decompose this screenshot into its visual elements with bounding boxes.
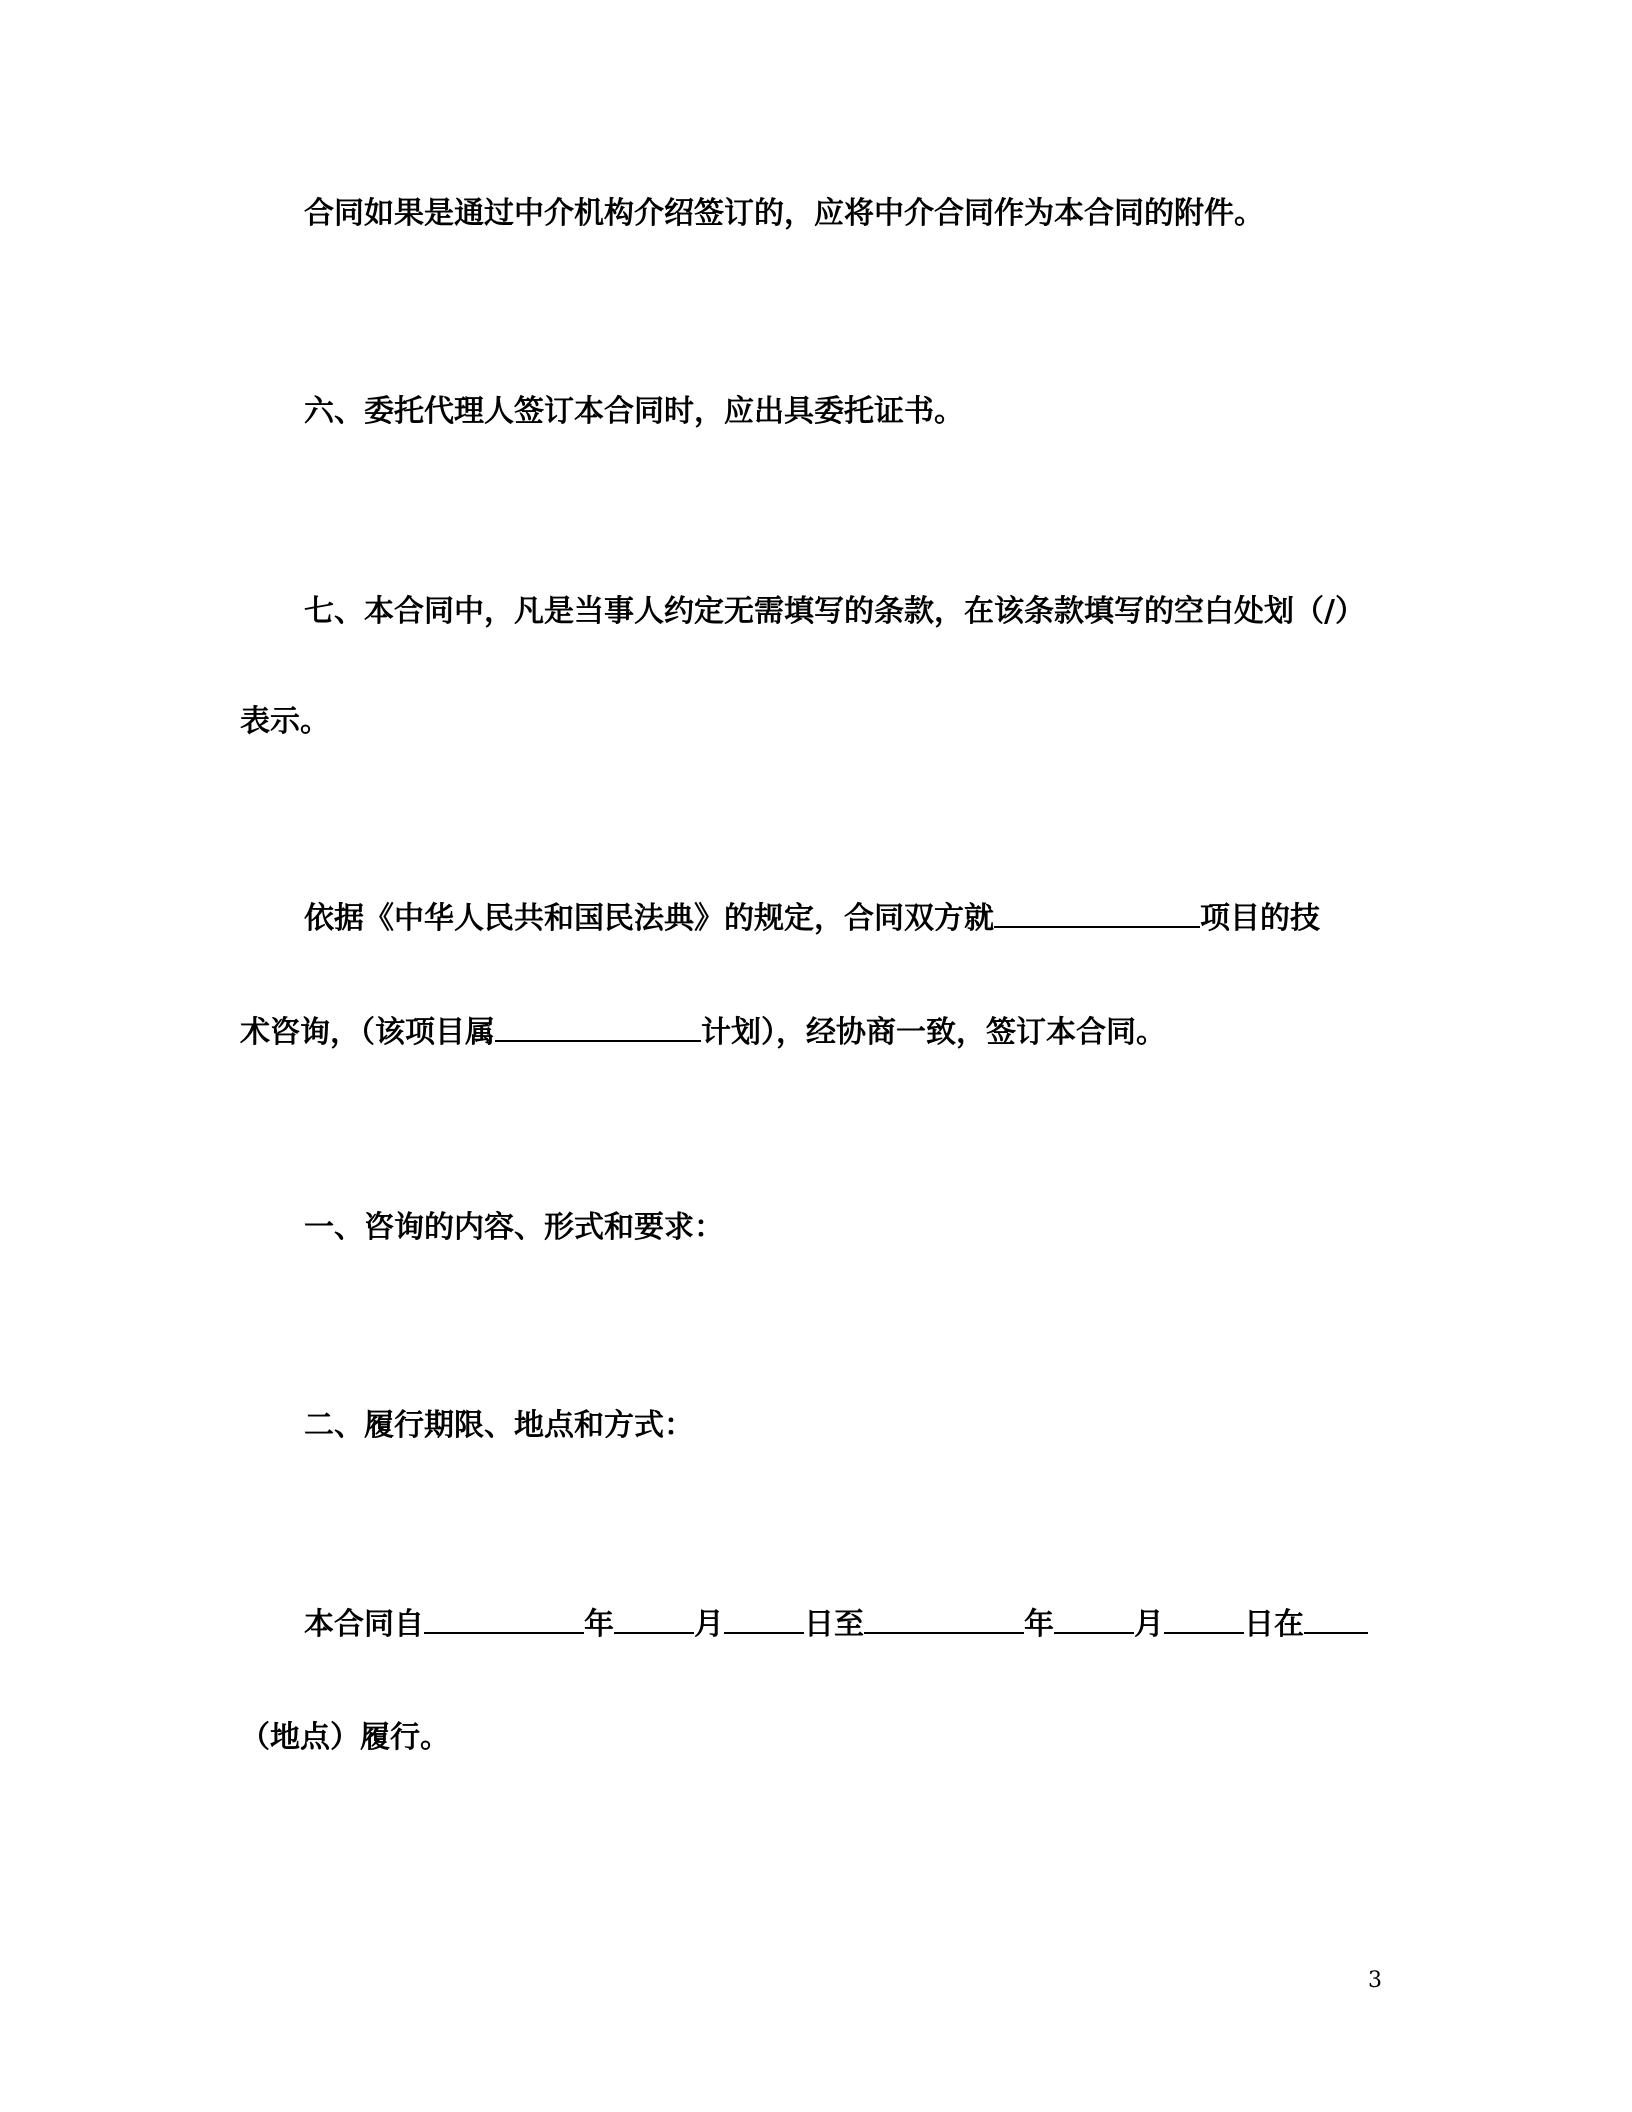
paragraph-intermediary-attachment: 合同如果是通过中介机构介绍签订的，应将中介合同作为本合同的附件。 — [304, 196, 1264, 231]
start-day-blank[interactable] — [724, 1604, 804, 1634]
project-name-blank[interactable] — [994, 898, 1200, 928]
end-year-blank[interactable] — [864, 1604, 1024, 1634]
term-text-month1: 月 — [694, 1607, 724, 1642]
section-heading-term: 二、履行期限、地点和方式： — [304, 1408, 694, 1443]
end-month-blank[interactable] — [1054, 1604, 1134, 1634]
term-text-from: 本合同自 — [304, 1607, 424, 1642]
start-year-blank[interactable] — [424, 1604, 584, 1634]
term-text-at: 日在 — [1244, 1607, 1304, 1642]
paragraph-item-seven-line2: 表示。 — [240, 704, 330, 739]
basis-text-a: 依据《中华人民共和国民法典》的规定，合同双方就 — [304, 901, 994, 936]
page-number: 3 — [1368, 1968, 1382, 1993]
term-text-year2: 年 — [1024, 1607, 1054, 1642]
paragraph-item-six: 六、委托代理人签订本合同时，应出具委托证书。 — [304, 394, 964, 429]
basis-text-c: 术咨询，（该项目属 — [240, 1015, 495, 1050]
term-text-to: 日至 — [804, 1607, 864, 1642]
paragraph-item-seven-line1: 七、本合同中，凡是当事人约定无需填写的条款，在该条款填写的空白处划（/） — [304, 594, 1365, 629]
location-blank[interactable] — [1304, 1604, 1368, 1634]
term-location-line: （地点）履行。 — [240, 1720, 450, 1755]
end-day-blank[interactable] — [1164, 1604, 1244, 1634]
start-month-blank[interactable] — [614, 1604, 694, 1634]
paragraph-basis-line1 — [304, 898, 1320, 939]
term-text-month2: 月 — [1134, 1607, 1164, 1642]
basis-text-b: 项目的技 — [1200, 901, 1320, 936]
plan-name-blank[interactable] — [495, 1012, 701, 1042]
basis-text-d: 计划），经协商一致，签订本合同。 — [701, 1015, 1166, 1050]
term-text-year1: 年 — [584, 1607, 614, 1642]
term-dates-line — [304, 1604, 1368, 1645]
section-heading-content: 一、咨询的内容、形式和要求： — [304, 1210, 724, 1245]
paragraph-basis-line2 — [240, 1012, 1166, 1053]
